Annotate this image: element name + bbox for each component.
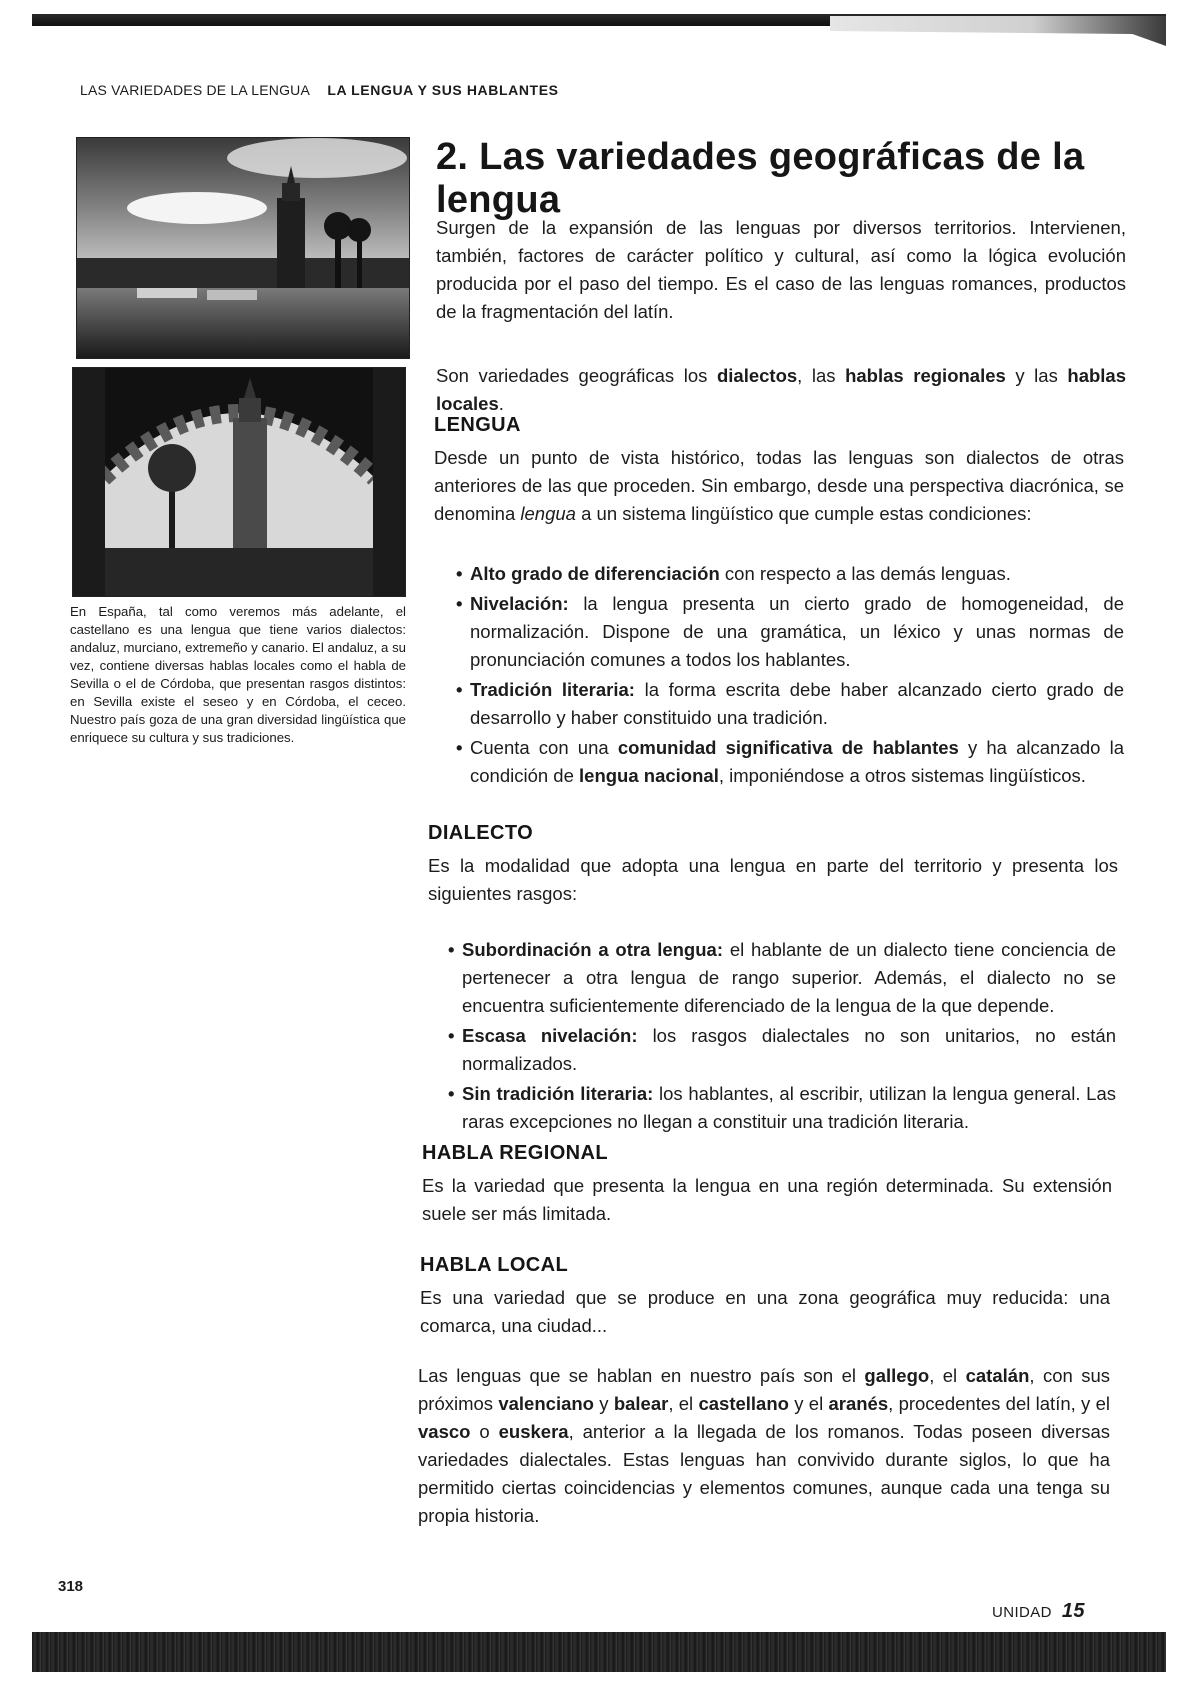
photo-caption: En España, tal como veremos más adelante, el castellano es una lengua que tiene varios dialectos: andaluz, murciano, extremeño y canario. El andaluz, a su vez, contiene diversas hablas locales como el habla de Sevilla o el de Córdoba, que presentan rasgos distintos: en Sevilla existe el seseo y en Córdoba, el ceceo. Nuestro país goza de una gran diversidad lingüística que enriquece su cultura y sus tradiciones.: [70, 604, 406, 745]
closing-vasco: vasco: [418, 1421, 471, 1442]
habla-regional-text: Es la variedad que presenta la lengua en una región determinada. Su extensión suele ser más limitada.: [422, 1175, 1112, 1224]
running-head-section: LAS VARIEDADES DE LA LENGUA: [80, 82, 310, 98]
heading-habla-regional: HABLA REGIONAL: [422, 1142, 608, 1164]
lengua-condition-2-label: Nivelación:: [470, 593, 569, 614]
dialecto-traits-list: [448, 936, 1116, 1138]
intro-p2-text-d: y las: [1005, 365, 1068, 386]
intro-p2-hablas-locales: hablas locales: [436, 365, 1127, 414]
intro-p2-hablas-regionales: hablas regionales: [845, 365, 1006, 386]
closing-text-i: , anterior a la llegada de los romanos. Todas poseen diversas variedades dialectales. Estas lenguas han convivido durante siglos, lo que ha permitido ciertas coincidencias y elementos comunes, aunque cada una tenga su propia historia.: [418, 1421, 1110, 1526]
intro-p2-text-e: .: [498, 393, 504, 414]
dialecto-definition: Es la modalidad que adopta una lengua en parte del territorio y presenta los siguientes rasgos:: [428, 855, 1118, 904]
lengua-condition-4-text-c: , imponiéndose a otros sistemas lingüísticos.: [718, 765, 1086, 786]
photo-giralda-arch-illustration: [73, 368, 405, 596]
intro-p2-text-c: , las: [797, 365, 846, 386]
lengua-condition-1-label: Alto grado de diferenciación: [470, 563, 720, 584]
lengua-condition-4-bold-2: lengua nacional: [579, 765, 719, 786]
lengua-condition-item: [456, 676, 1124, 732]
heading-habla-local: HABLA LOCAL: [420, 1254, 569, 1276]
lengua-condition-item: [456, 734, 1124, 790]
closing-text-d: y: [593, 1393, 614, 1414]
closing-catalan: catalán: [965, 1365, 1030, 1386]
closing-text-a: Las lenguas que se hablan en nuestro país son el: [418, 1365, 865, 1386]
lengua-text-a: Desde un punto de vista histórico, todas las lenguas son dialectos de otras anteriores de las que proceden. Sin embargo, desde una perspectiva diacrónica, se denomina: [434, 447, 1124, 524]
photo-giralda-arch: [72, 367, 406, 597]
closing-balear: balear: [613, 1393, 669, 1414]
unit-label-text: UNIDAD: [992, 1604, 1052, 1621]
lengua-term: lengua: [520, 503, 576, 524]
intro-paragraph-1: Surgen de la expansión de las lenguas por diversos territorios. Intervienen, también, factores de carácter político y cultural, así como la lógica evolución producida por el paso del tiempo. Es el caso de las lenguas romances, productos de la fragmentación del latín.: [436, 217, 1126, 322]
lengua-condition-4-text-b: y ha alcanzado la condición de: [470, 737, 1124, 786]
closing-valenciano: valenciano: [498, 1393, 594, 1414]
lengua-condition-4-bold-1: comunidad significativa de hablantes: [617, 737, 959, 758]
dialecto-trait-3-text: los hablantes, al escribir, utilizan la lengua general. Las raras excepciones no llegan a constituir una tradición literaria.: [462, 1083, 1117, 1132]
heading-dialecto: DIALECTO: [428, 822, 534, 844]
lengua-conditions-list: [456, 560, 1124, 792]
lengua-condition-item: [456, 590, 1124, 674]
closing-text-b: , el: [929, 1365, 966, 1386]
photo-torre-del-oro-illustration: [77, 138, 409, 358]
intro-paragraph-2: [436, 362, 1126, 418]
unit-number: 15: [1061, 1600, 1085, 1622]
lengua-definition: [434, 444, 1124, 528]
intro-p2-text-a: Son variedades geográficas los: [436, 365, 717, 386]
lengua-condition-3-text: la forma escrita debe haber alcanzado cierto grado de desarrollo y haber constituido una tradición.: [470, 679, 1124, 728]
photo-torre-del-oro: [76, 137, 410, 359]
closing-text-e: , el: [668, 1393, 699, 1414]
closing-text-c: , con sus próximos: [418, 1365, 1111, 1414]
habla-local-text: Es una variedad que se produce en una zona geográfica muy reducida: una comarca, una ciudad...: [420, 1287, 1110, 1336]
page-number: 318: [58, 1578, 84, 1595]
dialecto-trait-1-text: el hablante de un dialecto tiene conciencia de pertenecer a otra lengua de rango superior. Además, el dialecto no se encuentra suficientemente diferenciado de la lengua de la que depende.: [462, 939, 1116, 1016]
closing-text-g: , procedentes del latín, y el: [888, 1393, 1110, 1414]
closing-text-h: o: [470, 1421, 499, 1442]
lengua-text-b: a un sistema lingüístico que cumple estas condiciones:: [575, 503, 1032, 524]
dialecto-trait-item: [448, 936, 1116, 1020]
top-scan-tab: [830, 16, 1166, 46]
lengua-condition-item: [456, 560, 1124, 588]
lengua-condition-4-text-a: Cuenta con una: [470, 737, 618, 758]
closing-castellano: castellano: [698, 1393, 789, 1414]
closing-text-f: y el: [788, 1393, 829, 1414]
running-head-book-section: LA LENGUA Y SUS HABLANTES: [327, 82, 559, 98]
dialecto-trait-1-label: Subordinación a otra lengua:: [462, 939, 723, 960]
unit-label: [992, 1600, 1085, 1623]
lengua-condition-2-text: la lengua presenta un cierto grado de homogeneidad, de normalización. Dispone de una gramática, un léxico y unas normas de pronunciación comunes a todos los hablantes.: [470, 593, 1124, 670]
running-head: [80, 82, 559, 98]
dialecto-trait-2-label: Escasa nivelación:: [462, 1025, 638, 1046]
page-title: 2. Las variedades geográficas de la lengua: [436, 136, 1085, 221]
lengua-condition-3-label: Tradición literaria:: [470, 679, 635, 700]
dialecto-trait-item: [448, 1022, 1116, 1078]
closing-euskera: euskera: [498, 1421, 569, 1442]
dialecto-trait-item: [448, 1080, 1116, 1136]
dialecto-trait-3-label: Sin tradición literaria:: [462, 1083, 654, 1104]
closing-aranes: aranés: [828, 1393, 889, 1414]
closing-paragraph: [418, 1362, 1110, 1530]
dialecto-trait-2-text: los rasgos dialectales no son unitarios, no están normalizados.: [462, 1025, 1117, 1074]
bottom-scan-bar: [32, 1632, 1166, 1672]
heading-lengua: LENGUA: [434, 414, 521, 436]
lengua-condition-1-text: con respecto a las demás lenguas.: [719, 563, 1011, 584]
intro-p2-dialectos: dialectos: [716, 365, 798, 386]
closing-gallego: gallego: [864, 1365, 930, 1386]
